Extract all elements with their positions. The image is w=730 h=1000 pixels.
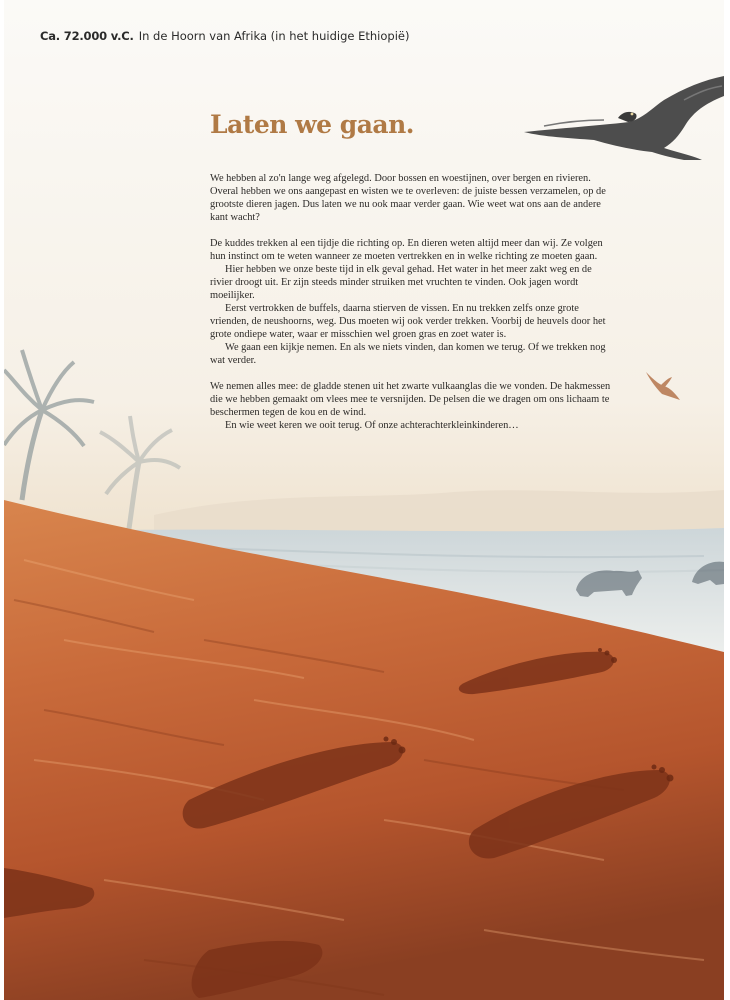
paragraph: De kuddes trekken al een tijdje die richting op. En dieren weten altijd meer dan wij. Ze volgen hun instinct om te weten wanneer ze moeten vertrekken en in welke richting ze moeten gaan. [210,238,603,262]
small-bird-illustration [646,372,680,400]
paragraph: We gaan een kijkje nemen. En als we niets vinden, dan komen we terug. Of we trekken nog wat verder. [210,342,606,366]
paragraph: En wie weet keren we ooit terug. Of onze achterachterkleinkinderen… [225,420,519,431]
chapter-title: Laten we gaan. [210,110,414,139]
bird-layer [4,0,724,1000]
place-label: In de Hoorn van Afrika (in het huidige Ethiopië) [138,29,410,43]
body-text [210,172,612,432]
era-label: Ca. 72.000 v.C. [40,29,134,43]
running-head [40,29,409,43]
paragraph: We hebben al zo'n lange weg afgelegd. Door bossen en woestijnen, over bergen en rivieren. Overal hebben we ons aangepast en wisten we te overleven: de juiste bessen verzamelen, op de grootste dieren jagen. Dus laten we nu ook maar verder gaan. Wie weet wat ons aan de andere kant wacht? [210,173,606,223]
book-page [4,0,724,1000]
paragraph: We nemen alles mee: de gladde stenen uit het zwarte vulkaanglas die we vonden. De hakmessen die we hebben gemaakt om vlees mee te versnijden. De pelsen die we dragen om ons lichaam te beschermen tegen de kou en de wind. [210,381,611,418]
paragraph: Eerst vertrokken de buffels, daarna stierven de vissen. En nu trekken zelfs onze grote vrienden, de neushoorns, weg. Dus moeten wij ook verder trekken. Voorbij de heuvels door het grote ondiepe water, waar er misschien wel groen gras en zoet water is. [210,303,606,340]
paragraph: Hier hebben we onze beste tijd in elk geval gehad. Het water in het meer zakt weg en de rivier droogt uit. Er zijn steeds minder struiken met vruchten te vinden. Ook jagen wordt moeilijker. [210,264,592,301]
eagle-illustration [524,76,724,160]
